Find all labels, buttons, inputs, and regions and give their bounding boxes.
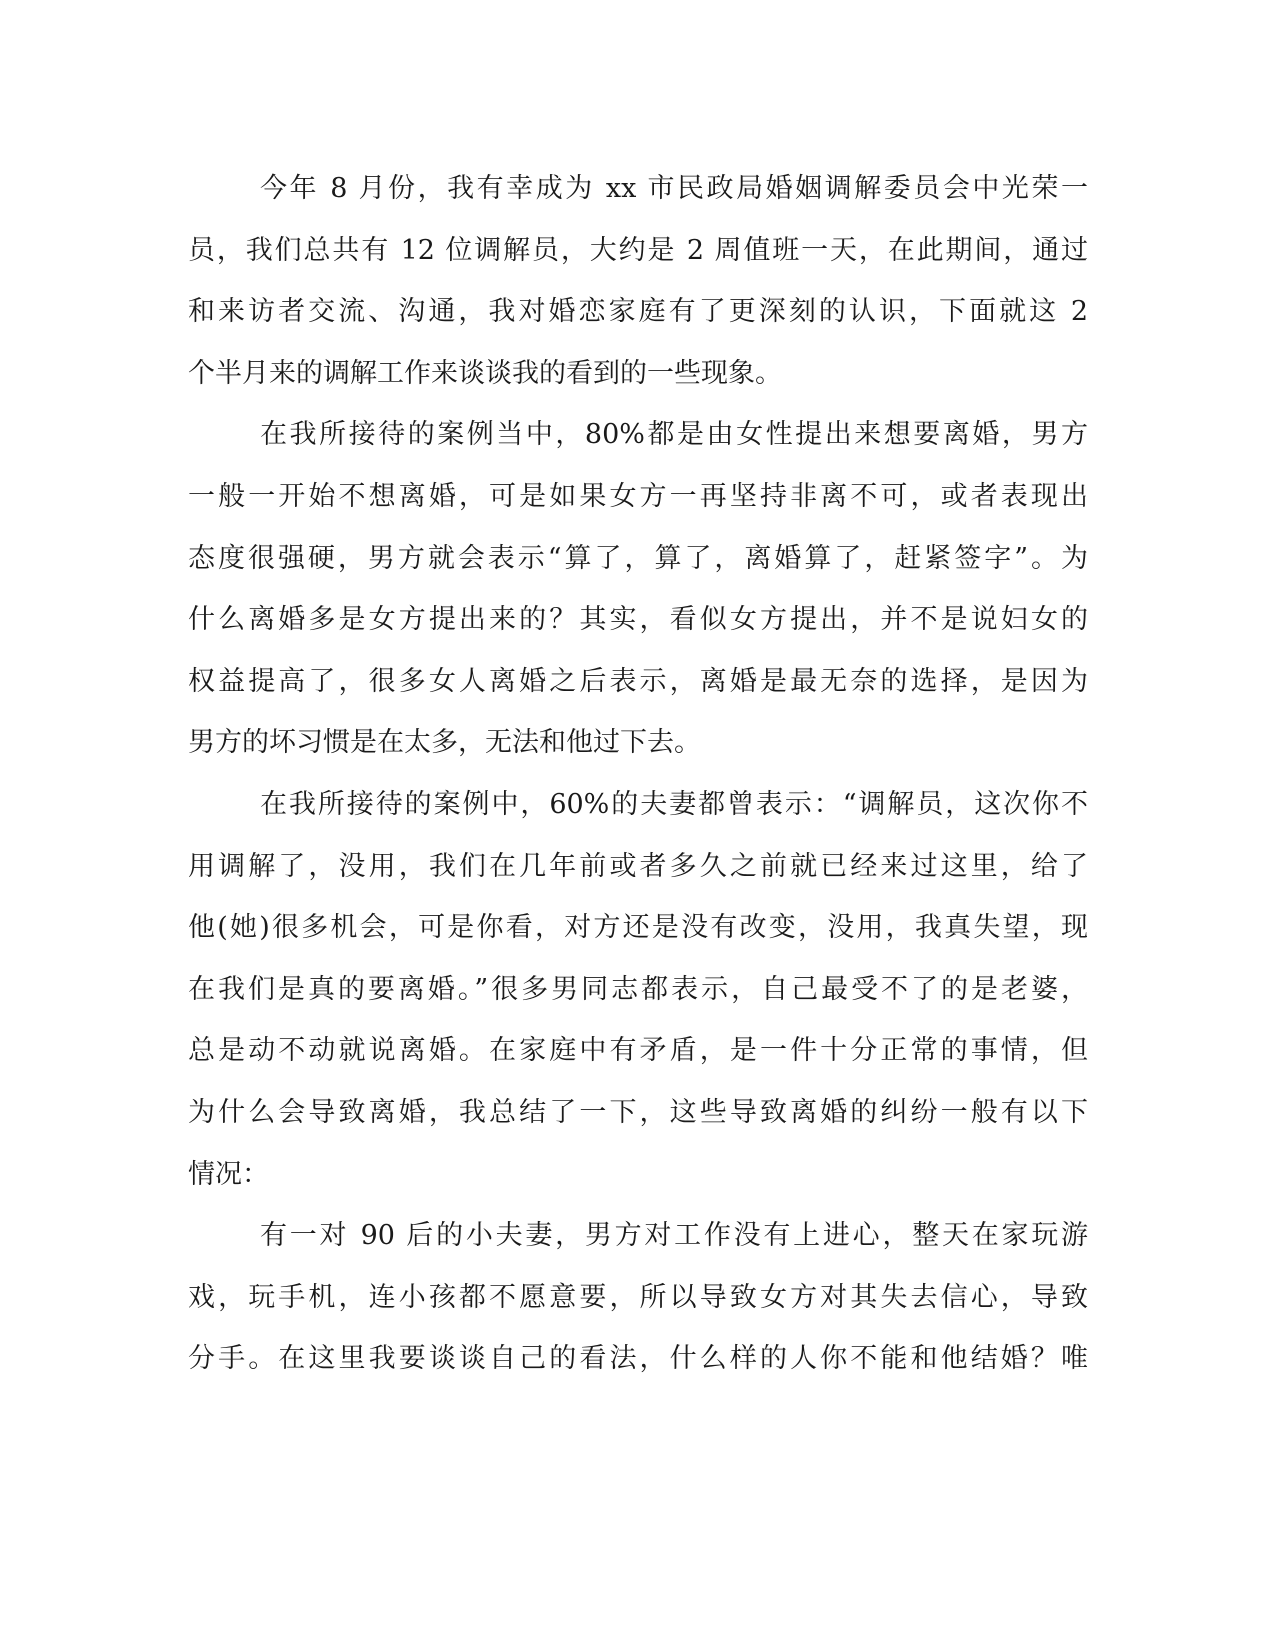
text-line: 总是动不动就说离婚。在家庭中有矛盾，是一件十分正常的事情，但: [188, 1035, 1088, 1067]
text-line: 和来访者交流、沟通，我对婚恋家庭有了更深刻的认识，下面就这 2: [188, 296, 1088, 328]
text-line: 员，我们总共有 12 位调解员，大约是 2 周值班一天，在此期间，通过: [188, 234, 1088, 266]
paragraph-4: [188, 1205, 1088, 1390]
text-line: 情况：: [188, 1158, 269, 1190]
text-line: 在我所接待的案例中，60%的夫妻都曾表示：“调解员，这次你不: [260, 788, 1088, 820]
document-body: [188, 158, 1088, 1390]
text-line: 男方的坏习惯是在太多，无法和他过下去。: [188, 727, 701, 759]
text-line: 在我们是真的要离婚。”很多男同志都表示，自己最受不了的是老婆，: [188, 973, 1088, 1005]
text-line: 他(她)很多机会，可是你看，对方还是没有改变，没用，我真失望，现: [188, 912, 1088, 944]
paragraph-2: [188, 404, 1088, 774]
text-line: 权益提高了，很多女人离婚之后表示，离婚是最无奈的选择，是因为: [188, 665, 1088, 697]
paragraph-3: [188, 774, 1088, 1205]
text-line: 为什么会导致离婚，我总结了一下，这些导致离婚的纠纷一般有以下: [188, 1096, 1088, 1128]
text-line: 分手。在这里我要谈谈自己的看法，什么样的人你不能和他结婚？唯: [188, 1343, 1088, 1375]
text-line: 今年 8 月份，我有幸成为 xx 市民政局婚姻调解委员会中光荣一: [260, 173, 1088, 204]
text-line: 一般一开始不想离婚，可是如果女方一再坚持非离不可，或者表现出: [188, 480, 1088, 512]
text-line: 在我所接待的案例当中，80%都是由女性提出来想要离婚，男方: [260, 419, 1088, 451]
text-line: 态度很强硬，男方就会表示“算了，算了，离婚算了，赶紧签字”。为: [188, 542, 1088, 574]
text-line: 戏，玩手机，连小孩都不愿意要，所以导致女方对其失去信心，导致: [188, 1281, 1088, 1313]
text-line: 什么离婚多是女方提出来的？其实，看似女方提出，并不是说妇女的: [188, 604, 1088, 636]
text-line: 个半月来的调解工作来谈谈我的看到的一些现象。: [188, 357, 782, 389]
text-line: 有一对 90 后的小夫妻，男方对工作没有上进心，整天在家玩游: [260, 1220, 1088, 1252]
paragraph-1: [188, 158, 1088, 404]
text-line: 用调解了，没用，我们在几年前或者多久之前就已经来过这里，给了: [188, 850, 1088, 882]
